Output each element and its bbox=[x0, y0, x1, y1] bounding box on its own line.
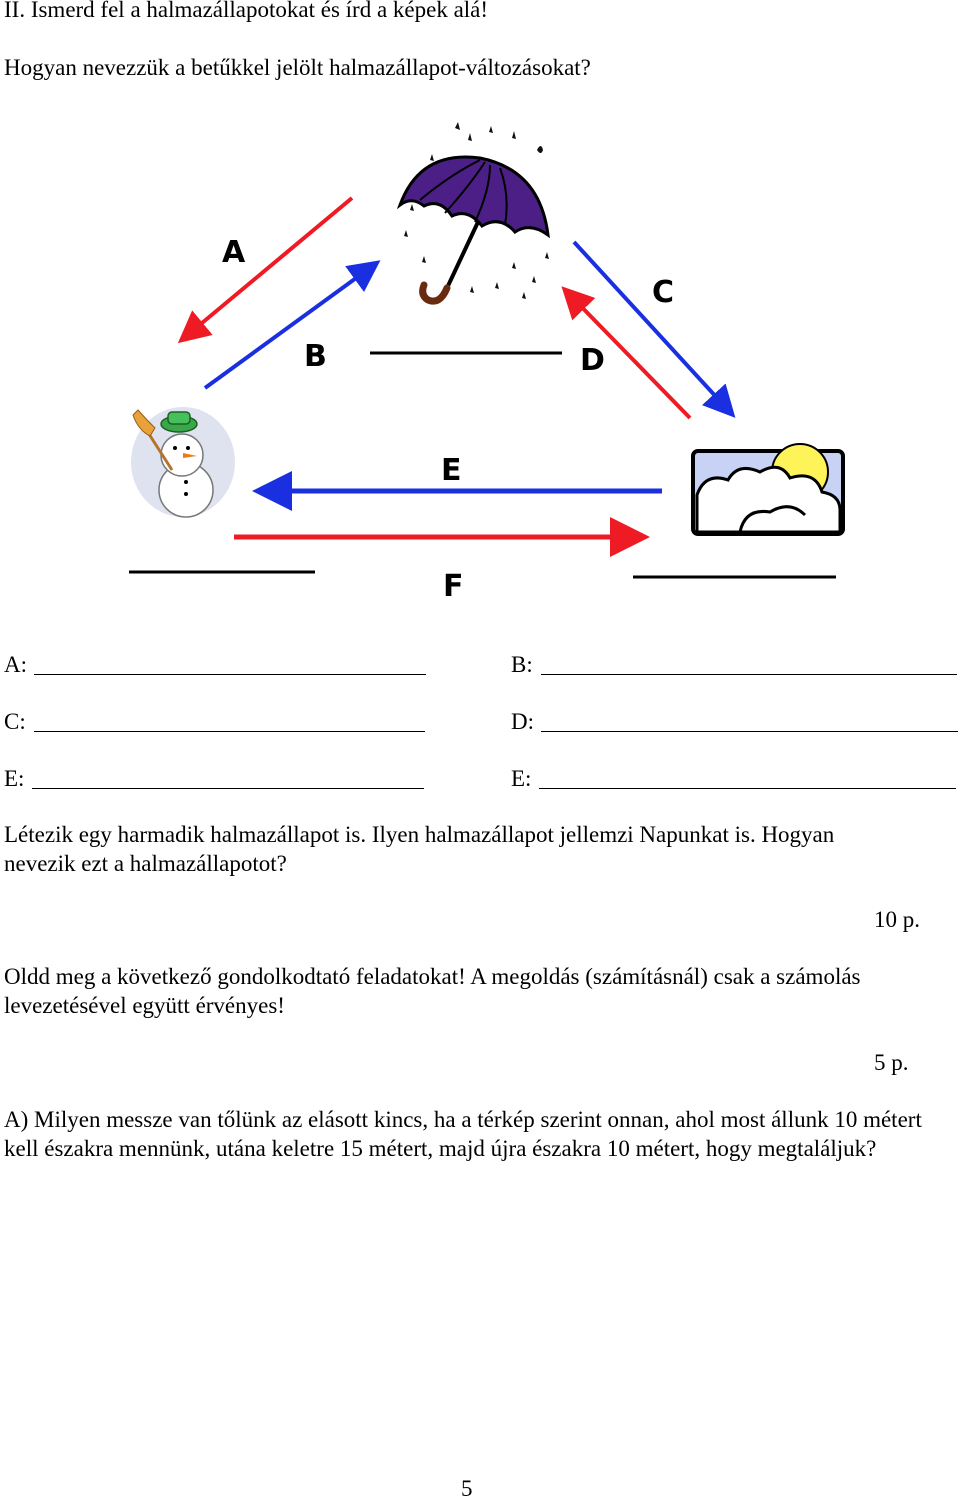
arrow-label-e: E bbox=[441, 453, 462, 488]
arrow-label-d: D bbox=[580, 343, 605, 378]
answer-label-b: B: bbox=[511, 652, 533, 677]
question-text: Hogyan nevezzük a betűkkel jelölt halmazállapot-változásokat? bbox=[4, 55, 591, 80]
answer-blank-a[interactable] bbox=[34, 674, 426, 675]
answer-blank-e-left[interactable] bbox=[32, 788, 424, 789]
arrow-a bbox=[184, 198, 352, 338]
arrow-b bbox=[205, 265, 374, 388]
instruction-text: Oldd meg a következő gondolkodtató feladatokat! A megoldás (számításnál) csak a számolás levezetésével együtt érvényes! bbox=[4, 964, 861, 1018]
arrow-c bbox=[574, 242, 730, 412]
points-5: 5 p. bbox=[874, 1050, 909, 1075]
answer-blank-b[interactable] bbox=[541, 674, 957, 675]
section-title: II. Ismerd fel a halmazállapotokat és írd a képek alá! bbox=[4, 0, 489, 22]
state-change-diagram bbox=[0, 0, 960, 620]
answer-label-c: C: bbox=[4, 709, 26, 734]
answer-label-a: A: bbox=[4, 652, 27, 677]
page-number: 5 bbox=[461, 1476, 473, 1501]
answer-label-e-right: E: bbox=[511, 766, 532, 791]
answer-blank-e-right[interactable] bbox=[539, 788, 956, 789]
snowman-image bbox=[131, 407, 235, 517]
arrow-label-a: A bbox=[222, 235, 246, 270]
umbrella-rain-image bbox=[400, 122, 549, 301]
sun-clouds-image bbox=[693, 444, 843, 534]
answer-label-e-left: E: bbox=[4, 766, 25, 791]
answer-label-d: D: bbox=[511, 709, 534, 734]
answer-blank-d[interactable] bbox=[541, 731, 958, 732]
arrow-label-f: F bbox=[443, 569, 464, 604]
task-a-text: A) Milyen messze van tőlünk az elásott kincs, ha a térkép szerint onnan, ahol most állunk 10 métert kell északra mennünk, utána keletre 15 métert, majd újra északra 10 métert, hogy megtaláljuk? bbox=[4, 1107, 922, 1161]
arrow-label-c: C bbox=[652, 275, 675, 310]
points-10: 10 p. bbox=[874, 907, 920, 932]
arrow-label-b: B bbox=[304, 339, 327, 374]
third-state-question: Létezik egy harmadik halmazállapot is. Ilyen halmazállapot jellemzi Napunkat is. Hogyan nevezik ezt a halmazállapotot? bbox=[4, 822, 835, 876]
answer-blank-c[interactable] bbox=[34, 731, 425, 732]
